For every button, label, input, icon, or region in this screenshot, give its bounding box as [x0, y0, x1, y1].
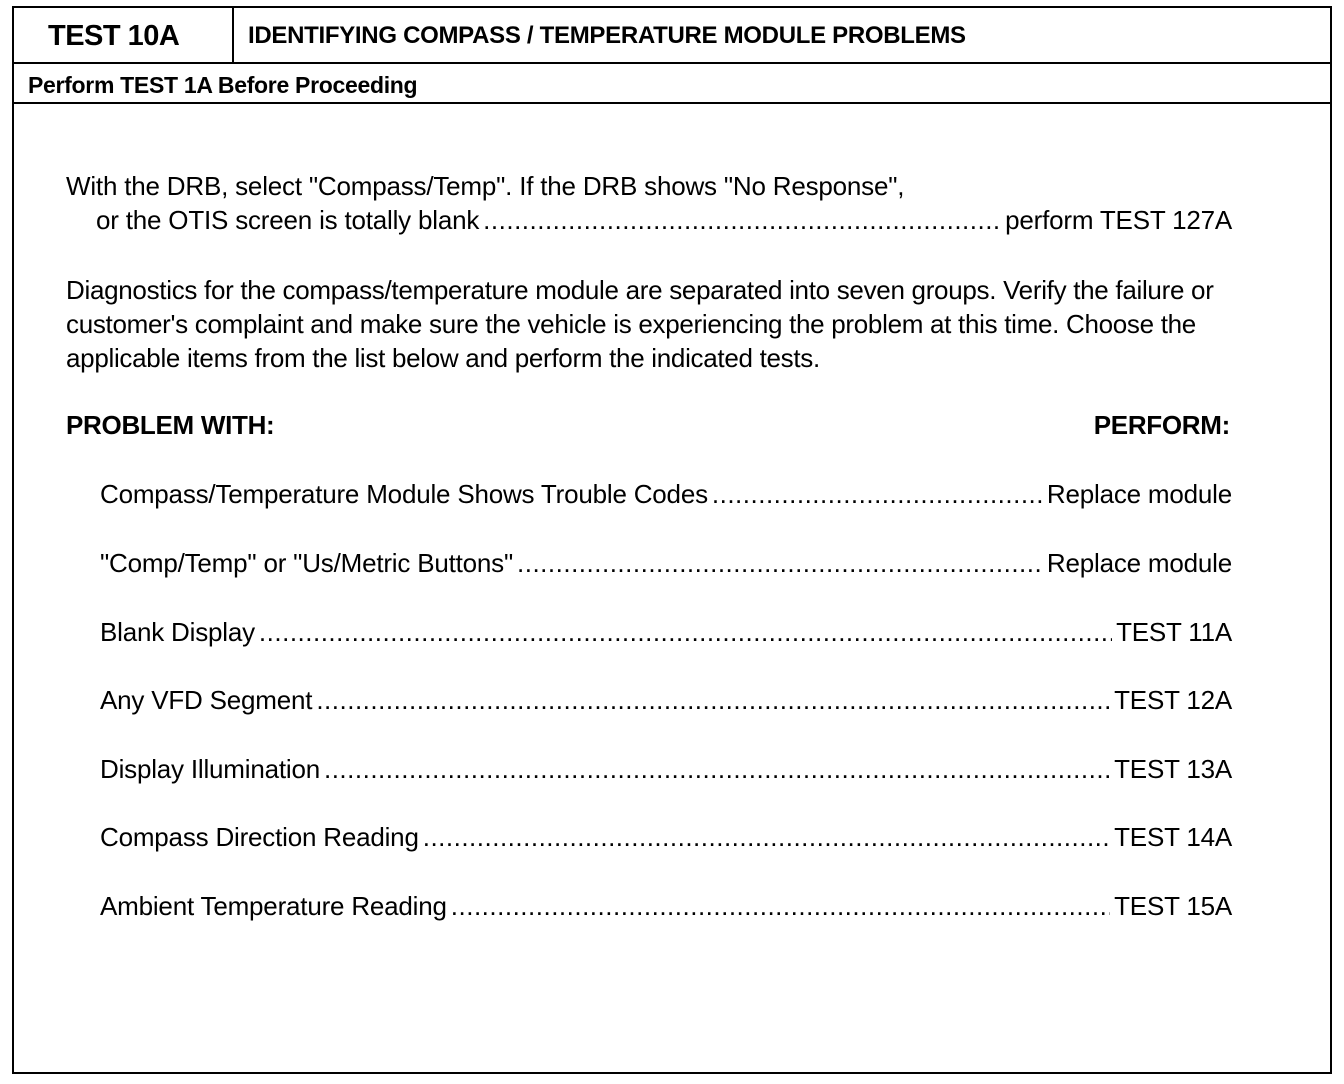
prerequisite-text: Perform TEST 1A Before Proceeding	[28, 72, 418, 98]
intro-condition: or the OTIS screen is totally blank	[96, 205, 480, 235]
leader-dots	[259, 617, 1112, 648]
leader-dots	[483, 205, 1001, 236]
procedure-content	[14, 8, 1330, 1072]
row-problem: Blank Display	[100, 617, 255, 647]
leader-dots	[712, 479, 1043, 510]
table-row	[100, 548, 1232, 579]
procedure-box	[12, 6, 1332, 1074]
leader-dots	[316, 685, 1110, 716]
row-problem: Display Illumination	[100, 754, 320, 784]
table-row	[100, 685, 1232, 716]
row-problem: Ambient Temperature Reading	[100, 891, 447, 921]
row-problem: Any VFD Segment	[100, 685, 313, 715]
intro-line-2	[96, 205, 1232, 236]
intro-line-1: With the DRB, select "Compass/Temp". If the DRB shows "No Response",	[66, 171, 905, 201]
column-header-perform: PERFORM:	[1093, 410, 1230, 440]
table-row	[100, 617, 1232, 648]
intro-action: perform TEST 127A	[1005, 205, 1232, 235]
row-problem: Compass Direction Reading	[100, 822, 419, 852]
table-row	[100, 891, 1232, 922]
row-problem: Compass/Temperature Module Shows Trouble Codes	[100, 479, 708, 509]
row-perform: TEST 11A	[1116, 617, 1232, 647]
test-title: IDENTIFYING COMPASS / TEMPERATURE MODULE PROBLEMS	[248, 22, 966, 49]
test-id: TEST 10A	[48, 20, 180, 52]
table-row	[100, 479, 1232, 510]
row-perform: TEST 15A	[1114, 891, 1232, 921]
row-problem: "Comp/Temp" or "Us/Metric Buttons"	[100, 548, 514, 578]
table-row	[100, 822, 1232, 853]
row-perform: TEST 12A	[1114, 685, 1232, 715]
leader-dots	[324, 754, 1110, 785]
row-perform: TEST 14A	[1114, 822, 1232, 852]
row-perform: TEST 13A	[1114, 754, 1232, 784]
leader-dots	[423, 822, 1110, 853]
leader-dots	[517, 548, 1043, 579]
row-perform: Replace module	[1046, 548, 1232, 578]
description-paragraph: Diagnostics for the compass/temperature module are separated into seven groups. Verify the failure or customer's complaint and make sure the vehicle is experiencing the problem at this time. Choose the applicable items from the list below and perform the indicated tests.	[66, 275, 1214, 373]
row-perform: Replace module	[1046, 479, 1232, 509]
leader-dots	[451, 891, 1110, 922]
table-row	[100, 754, 1232, 785]
column-header-problem: PROBLEM WITH:	[66, 410, 275, 440]
